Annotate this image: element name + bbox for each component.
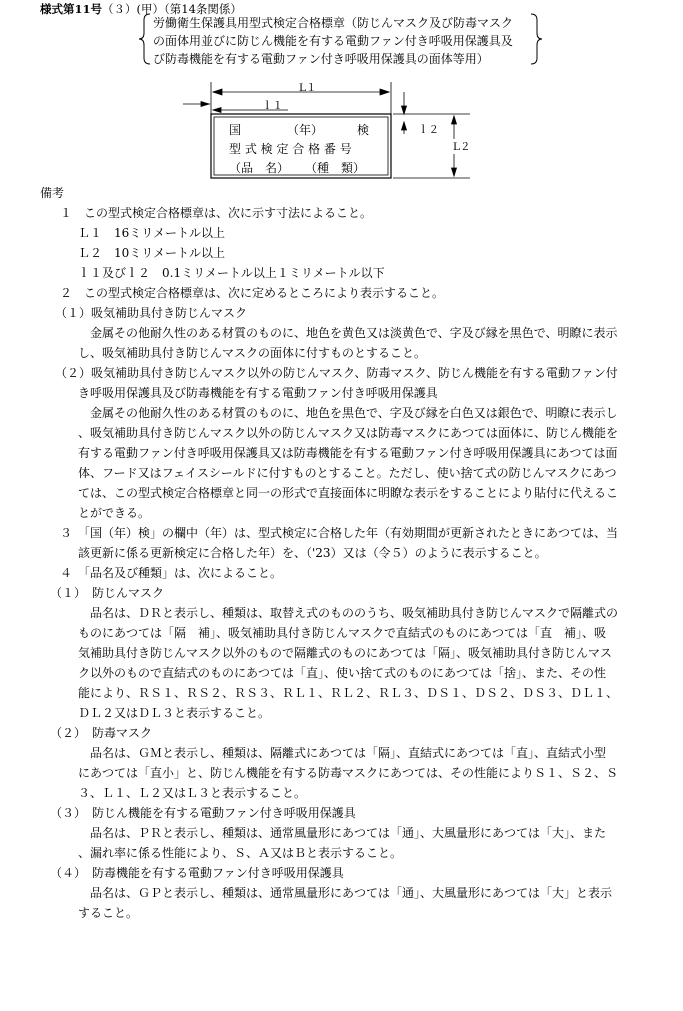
note-line: （１）吸気補助具付き防じんマスク (55, 306, 248, 320)
note-line: ク以外のもので直結式のものにあつては「直」、使い捨て式のものにあつては「捨」、また、その性 (78, 666, 607, 680)
box-row1-year: （年） (287, 123, 324, 137)
notes-heading: 備考 (40, 186, 65, 200)
note-line: ２ この型式検定合格標章は、次に定めるところにより表示すること。 (60, 286, 445, 300)
note-line: ３ 「国（年）検」の欄中（年）は、型式検定に合格した年（有効期間が更新されたときにあつては、当 (60, 526, 619, 540)
note-line: （２） 防毒マスク (50, 726, 153, 740)
note-line: すること。 (78, 906, 139, 920)
title-line-3: び防毒機能を有する電動ファン付き呼吸用保護具の面体等用） (153, 52, 489, 66)
note-line: とができる。 (78, 506, 151, 520)
dim-l1-label: ｌ１ (262, 100, 283, 112)
form-number-main: 様式第11号 (40, 2, 103, 16)
dim-l2-label: ｌ２ (418, 124, 439, 136)
note-line: し、吸気補助具付き防じんマスクの面体に付すものとすること。 (78, 346, 427, 360)
note-line: （１） 防じんマスク (50, 586, 165, 600)
note-line: 、吸気補助具付き防じんマスク以外の防じんマスク又は防毒マスクにあつては面体に、防じん機能を (78, 426, 619, 440)
box-row1-inspection: 検 (357, 123, 370, 137)
note-line: 該更新に係る更新検定に合格した年）を、（'23）又は（令５）のように表示すること。 (78, 546, 547, 560)
note-line: 体、フード又はフェイスシールドに付すものとすること。ただし、使い捨て式の防じんマスクにあつ (78, 466, 617, 480)
note-line: ＤＬ２又はＤＬ３と表示すること。 (78, 706, 271, 720)
note-line: 有する電動ファン付き呼吸用保護具又は防毒機能を有する電動ファン付き呼吸用保護具にあつては面 (78, 446, 618, 460)
box-row2-number: 型 式 検 定 合 格 番 号 (229, 142, 352, 156)
note-line: （４） 防毒機能を有する電動ファン付き呼吸用保護具 (50, 866, 344, 880)
note-line: （３） 防じん機能を有する電動ファン付き呼吸用保護具 (50, 806, 356, 820)
title-line-2: の面体用並びに防じん機能を有する電動ファン付き呼吸用保護具及 (153, 34, 513, 48)
note-line: Ｌ１ 16ミリメートル以上 (78, 226, 226, 240)
note-line: ｌ１及びｌ２ 0.1ミリメートル以上１ミリメートル以下 (78, 266, 385, 280)
note-line: Ｌ２ 10ミリメートル以上 (78, 246, 226, 260)
note-line: １ この型式検定合格標章は、次に示す寸法によること。 (60, 206, 373, 220)
note-line: 品名は、ＧＭと表示し、種類は、隔離式にあつては「隔」、直結式にあつては「直」、直結式小型 (90, 746, 607, 760)
note-line: ３、Ｌ１、Ｌ２又はＬ３と表示すること。 (78, 786, 307, 800)
dim-L2-label: L２ (453, 141, 471, 153)
note-line: ては、この型式検定合格標章と同一の形式で直接面体に明瞭な表示をすることにより貼付に代えるこ (78, 486, 619, 500)
box-row3-name: （品 名） (229, 161, 290, 175)
box-row1-country: 国 (229, 123, 242, 137)
note-line: にあつては「直小」と、防じん機能を有する防毒マスクにあつては、その性能によりＳ１、Ｓ２、Ｓ (78, 766, 619, 780)
note-line: 品名は、ＧＰと表示し、種類は、通常風量形にあつては「通」、大風量形にあつては「大」と表示 (90, 886, 613, 900)
note-line: 金属その他耐久性のある材質のものに、地色を黄色又は淡黄色で、字及び縁を黒色で、明瞭に表示 (90, 326, 618, 340)
note-line: 品名は、ＰＲと表示し、種類は、通常風量形にあつては「通」、大風量形にあつては「大」、また (90, 826, 607, 840)
note-line: 品名は、ＤＲと表示し、種類は、取替え式のもののうち、吸気補助具付き防じんマスクで隔離式の (90, 606, 619, 620)
note-line: ものにあつては「隔 補」、吸気補助具付き防じんマスクで直結式のものにあつては「直 補」、吸 (78, 626, 607, 640)
box-row3-type: （種 類） (305, 161, 366, 175)
note-line: 金属その他耐久性のある材質のものに、地色を黒色で、字及び縁を白色又は銀色で、明瞭に表示し (90, 406, 618, 420)
note-line: 能により、ＲＳ１、ＲＳ２、ＲＳ３、ＲＬ１、ＲＬ２、ＲＬ３、ＤＳ１、ＤＳ２、ＤＳ３、ＤＬ１、 (78, 686, 619, 700)
note-line: 気補助具付き防じんマスク以外のもので隔離式のものにあつては「隔」、吸気補助具付き防じんマス (78, 646, 613, 660)
dim-L1-label: L１ (299, 82, 317, 94)
note-line: ４ 「品名及び種類」は、次によること。 (60, 566, 283, 580)
note-line: き呼吸用保護具及び防毒機能を有する電動ファン付き呼吸用保護具 (78, 386, 438, 400)
title-line-1: 労働衛生保護具用型式検定合格標章（防じんマスク及び防毒マスク (153, 16, 514, 30)
note-line: 、漏れ率に係る性能により、Ｓ、Ａ又はＢと表示すること。 (78, 846, 403, 860)
note-line: （２）吸気補助具付き防じんマスク以外の防じんマスク、防毒マスク、防じん機能を有する電動ファン付 (55, 366, 618, 380)
form-number-suffix: （３）(甲）（第14条関係） (102, 2, 242, 16)
